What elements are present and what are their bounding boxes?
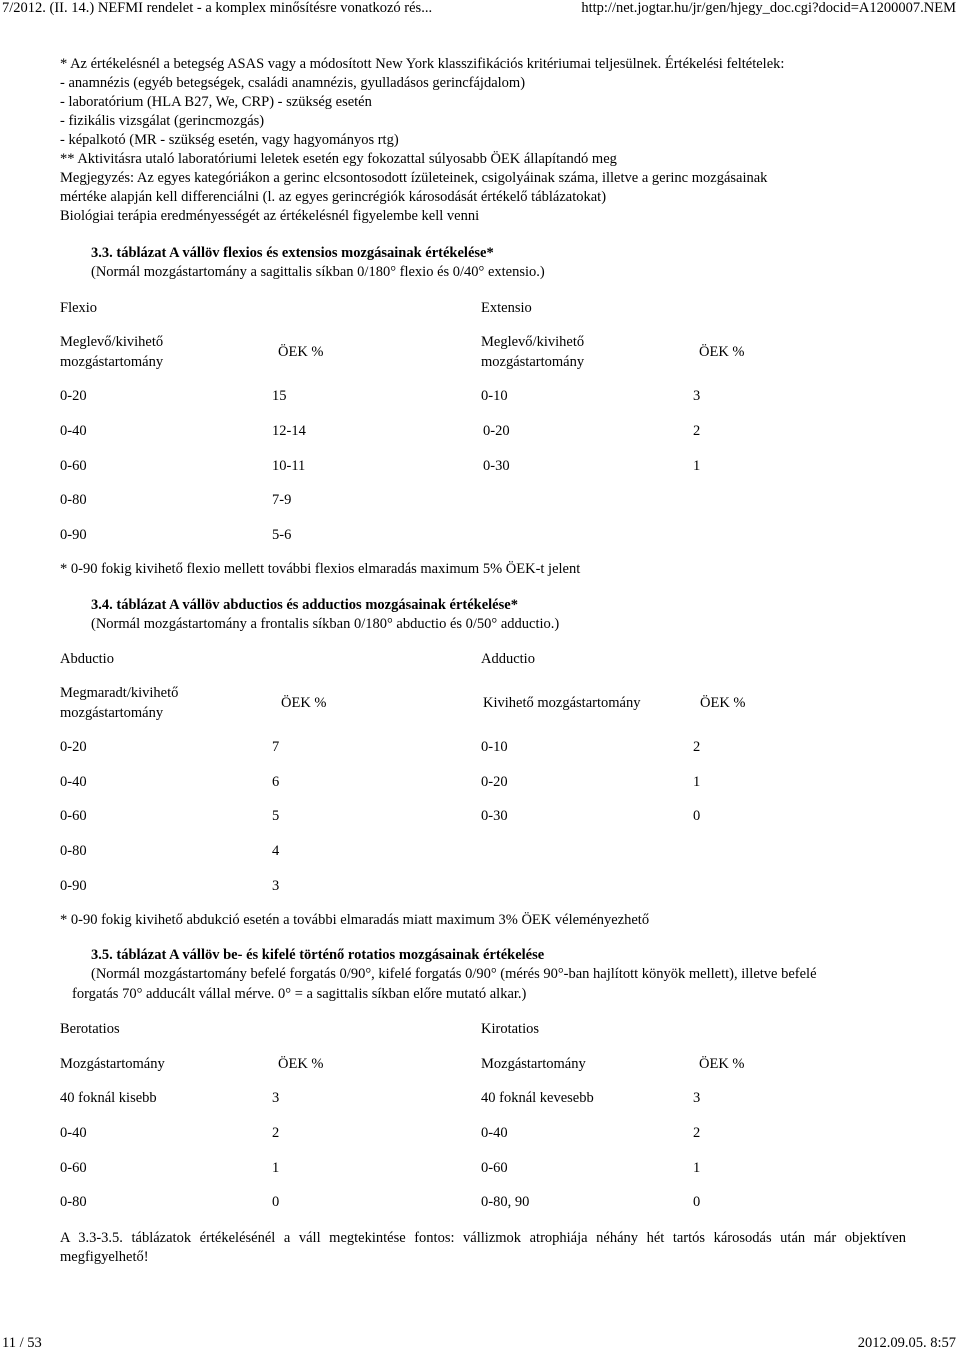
table-cell: 3 — [693, 1090, 701, 1106]
table-cell: 1 — [272, 1160, 280, 1176]
table-cell: 10-11 — [272, 458, 306, 474]
intro-line: - fizikális vizsgálat (gerincmozgás) — [60, 113, 265, 129]
table-cell: 0-60 — [60, 808, 87, 824]
table-cell: 0-30 — [483, 458, 510, 474]
page-header — [0, 0, 960, 18]
intro-line: * Az értékelésnél a betegség ASAS vagy a módosított New York klasszifikációs kritériumai teljesülnek. Értékelési feltételek: — [60, 56, 785, 72]
table-cell: 7-9 — [272, 492, 292, 508]
intro-line: - laboratórium (HLA B27, We, CRP) - szükség esetén — [60, 94, 372, 110]
group-head-flexio: Flexio — [60, 300, 98, 316]
header-url: http://net.jogtar.hu/jr/gen/hjegy_doc.cgi?docid=A1200007.NEM — [581, 0, 956, 16]
table-cell: 2 — [693, 739, 701, 755]
table-subtitle: forgatás 70° adducált vállal mérve. 0° = a sagittalis síkban előre mutató alkar.) — [72, 986, 527, 1002]
intro-line: ** Aktivitásra utaló laboratóriumi leletek esetén egy fokozattal súlyosabb ÖEK állapítandó meg — [60, 151, 617, 167]
print-timestamp: 2012.09.05. 8:57 — [857, 1335, 956, 1351]
col-head-range: mozgástartomány — [60, 705, 164, 721]
group-head-adductio: Adductio — [481, 651, 535, 667]
table-cell: 0-80 — [60, 1194, 87, 1210]
table-cell: 1 — [693, 774, 701, 790]
page-footer — [0, 1335, 960, 1350]
intro-line: - képalkotó (MR - szükség esetén, vagy hagyományos rtg) — [60, 132, 399, 148]
table-cell: 0-80 — [60, 843, 87, 859]
col-head-range: Meglevő/kivihető — [481, 334, 585, 350]
col-head-range: mozgástartomány — [481, 354, 585, 370]
col-head-oek: ÖEK % — [278, 344, 324, 360]
table-cell: 2 — [272, 1125, 280, 1141]
table-cell: 0-20 — [60, 388, 87, 404]
col-head-oek: ÖEK % — [281, 695, 327, 711]
table-title: 3.3. táblázat A vállöv flexios és extensios mozgásainak értékelése* — [91, 245, 494, 261]
table-cell: 12-14 — [272, 423, 306, 439]
table-subtitle: (Normál mozgástartomány a frontalis síkban 0/180° abductio és 0/50° adductio.) — [91, 616, 560, 632]
col-head-range: mozgástartomány — [60, 354, 164, 370]
table-cell: 6 — [272, 774, 280, 790]
table-note: * 0-90 fokig kivihető flexio mellett további flexios elmaradás maximum 5% ÖEK-t jelent — [60, 561, 581, 577]
col-head-oek: ÖEK % — [699, 1056, 745, 1072]
col-head-oek: ÖEK % — [699, 344, 745, 360]
table-cell: 3 — [272, 878, 280, 894]
table-title: 3.5. táblázat A vállöv be- és kifelé történő rotatios mozgásainak értékelése — [91, 947, 545, 963]
table-cell: 0-60 — [60, 1160, 87, 1176]
table-title: 3.4. táblázat A vállöv abductios és adductios mozgásainak értékelése* — [91, 597, 518, 613]
table-cell: 15 — [272, 388, 287, 404]
table-cell: 0-60 — [481, 1160, 508, 1176]
table-cell: 0 — [272, 1194, 280, 1210]
table-cell: 0-40 — [60, 1125, 87, 1141]
table-cell: 0 — [693, 808, 701, 824]
group-head-kirotatios: Kirotatios — [481, 1021, 539, 1037]
table-cell: 0-20 — [481, 774, 508, 790]
intro-line: - anamnézis (egyéb betegségek, családi anamnézis, gyulladásos gerincfájdalom) — [60, 75, 526, 91]
table-cell: 0-30 — [481, 808, 508, 824]
table-cell: 0-40 — [481, 1125, 508, 1141]
col-head-range: Megmaradt/kivihető — [60, 685, 179, 701]
table-cell: 0-10 — [481, 388, 508, 404]
table-cell: 1 — [693, 1160, 701, 1176]
table-cell: 40 foknál kisebb — [60, 1090, 157, 1106]
intro-line: Megjegyzés: Az egyes kategóriákon a gerinc elcsontosodott ízületeinek, csigolyáinak száma, illetve a gerinc mozgásainak — [60, 170, 768, 186]
table-cell: 7 — [272, 739, 280, 755]
col-head-range: Meglevő/kivihető — [60, 334, 164, 350]
table-cell: 0-40 — [60, 423, 87, 439]
table-cell: 1 — [693, 458, 701, 474]
header-title: 7/2012. (II. 14.) NEFMI rendelet - a komplex minősítésre vonatkozó rés... — [2, 0, 433, 16]
table-cell: 40 foknál kevesebb — [481, 1090, 594, 1106]
page-number: 11 / 53 — [2, 1335, 42, 1351]
group-head-extensio: Extensio — [481, 300, 532, 316]
intro-line: mértéke alapján kell differenciálni (l. az egyes gerincrégiók károsodását értékelő táblázatokat) — [60, 189, 607, 205]
col-head-range: Kivihető mozgástartomány — [483, 695, 641, 711]
table-cell: 0-10 — [481, 739, 508, 755]
table-cell: 2 — [693, 1125, 701, 1141]
table-cell: 3 — [693, 388, 701, 404]
col-head-oek: ÖEK % — [278, 1056, 324, 1072]
final-note: A 3.3-3.5. táblázatok értékelésénél a váll megtekintése fontos: vállizmok atrophiája néhány hét tartós károsodás után már objektíven megfigyelhető! — [60, 1230, 906, 1265]
group-head-berotatios: Berotatios — [60, 1021, 120, 1037]
col-head-range: Mozgástartomány — [60, 1056, 165, 1072]
table-cell: 0-80 — [60, 492, 87, 508]
table-subtitle: (Normál mozgástartomány befelé forgatás 0/90°, kifelé forgatás 0/90° (mérés 90°-ban hajlított könyök mellett), illetve befelé — [91, 966, 817, 982]
table-note: * 0-90 fokig kivihető abdukció esetén a további elmaradás miatt maximum 3% ÖEK véleményezhető — [60, 912, 650, 928]
table-cell: 0-60 — [60, 458, 87, 474]
table-cell: 0-40 — [60, 774, 87, 790]
table-cell: 3 — [272, 1090, 280, 1106]
group-head-abductio: Abductio — [60, 651, 114, 667]
table-cell: 5-6 — [272, 527, 292, 543]
table-subtitle: (Normál mozgástartomány a sagittalis síkban 0/180° flexio és 0/40° extensio.) — [91, 264, 545, 280]
table-cell: 5 — [272, 808, 280, 824]
table-cell: 0 — [693, 1194, 701, 1210]
table-cell: 2 — [693, 423, 701, 439]
table-cell: 0-80, 90 — [481, 1194, 530, 1210]
table-cell: 0-20 — [60, 739, 87, 755]
table-cell: 0-90 — [60, 878, 87, 894]
intro-line: Biológiai terápia eredményességét az értékelésnél figyelembe kell venni — [60, 208, 480, 224]
table-cell: 0-90 — [60, 527, 87, 543]
table-cell: 0-20 — [483, 423, 510, 439]
col-head-oek: ÖEK % — [700, 695, 746, 711]
table-cell: 4 — [272, 843, 280, 859]
col-head-range: Mozgástartomány — [481, 1056, 586, 1072]
